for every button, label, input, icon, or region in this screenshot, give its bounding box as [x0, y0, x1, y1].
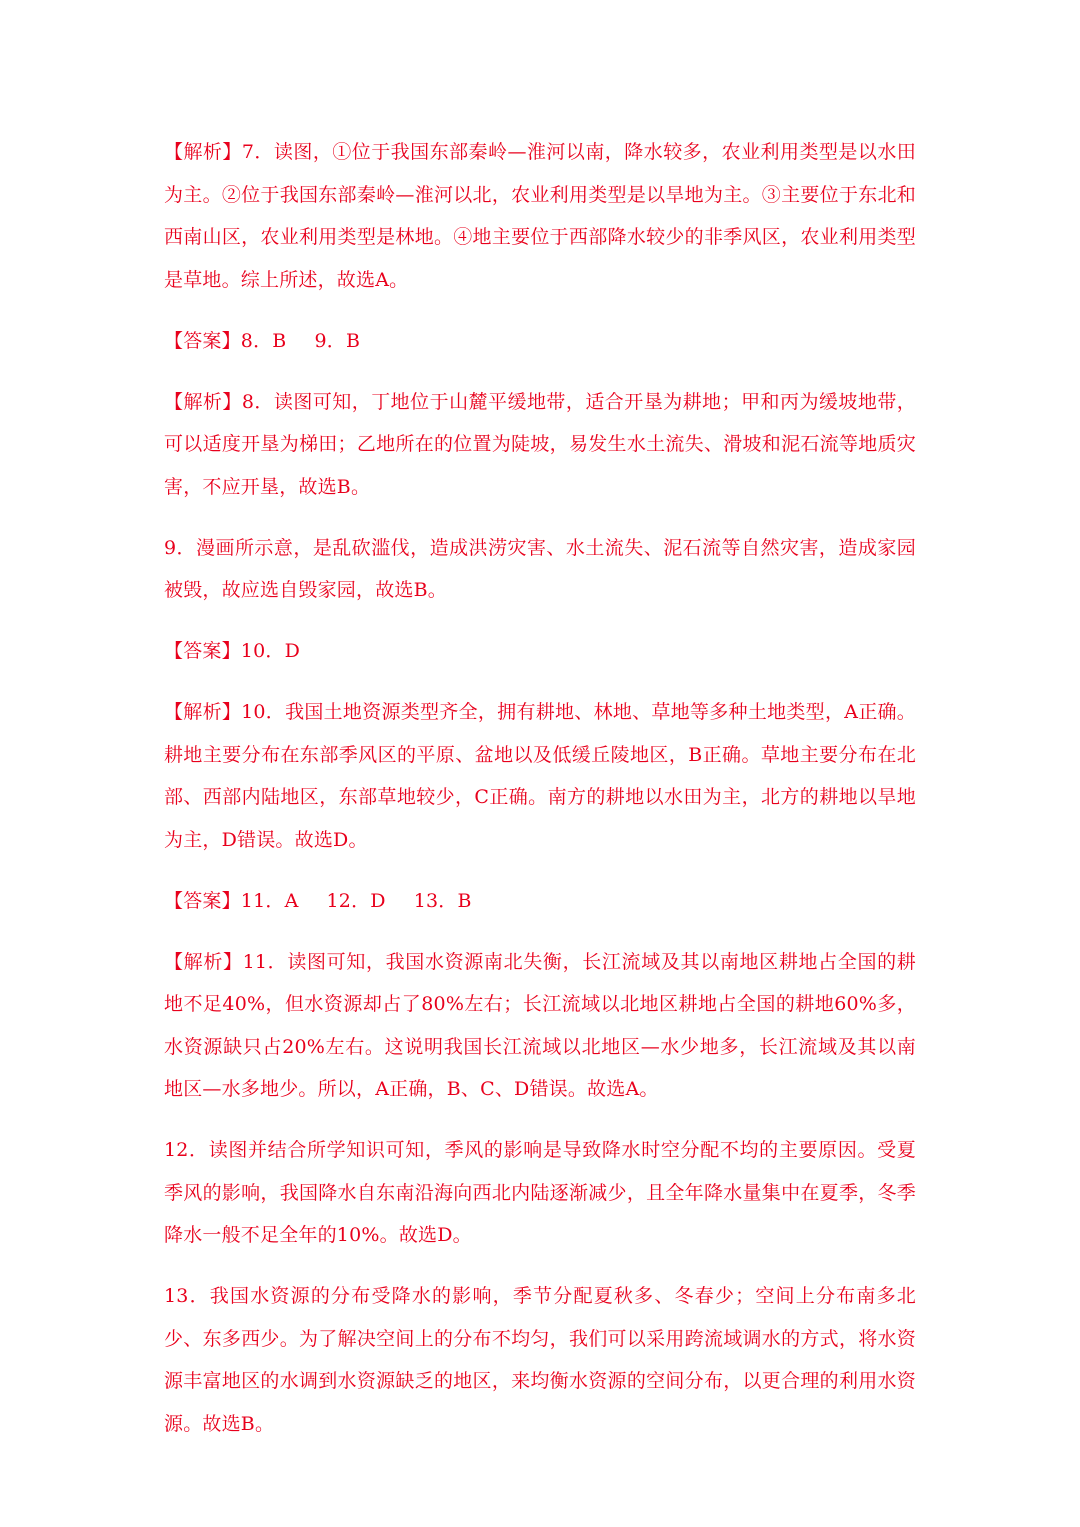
analysis-7: 【解析】7．读图，①位于我国东部秦岭—淮河以南，降水较多，农业利用类型是以水田为主。②位于我国东部秦岭—淮河以北，农业利用类型是以旱地为主。③主要位于东北和西南山区，农业利用类型是林地。④地主要位于西部降水较少的非季风区，农业利用类型是草地。综上所述，故选A。: [164, 141, 916, 291]
analysis-13: 13．我国水资源的分布受降水的影响，季节分配夏秋多、冬春少；空间上分布南多北少、东多西少。为了解决空间上的分布不均匀，我们可以采用跨流域调水的方式，将水资源丰富地区的水调到水资源缺乏的地区，来均衡水资源的空间分布，以更合理的利用水资源。故选B。: [164, 1285, 916, 1435]
analysis-9: 9．漫画所示意，是乱砍滥伐，造成洪涝灾害、水土流失、泥石流等自然灾害，造成家园被毁，故应选自毁家园，故选B。: [164, 536, 916, 601]
answer-8-9: [164, 320, 916, 363]
answer-12: 12．D: [326, 889, 386, 912]
document-page: [164, 131, 916, 1464]
analysis-11: 【解析】11．读图可知，我国水资源南北失衡，长江流域及其以南地区耕地占全国的耕地不足40%，但水资源却占了80%左右；长江流域以北地区耕地占全国的耕地60%多，水资源缺只占20%左右。这说明我国长江流域以北地区—水少地多，长江流域及其以南地区—水多地少。所以，A正确，B、C、D错误。故选A。: [164, 950, 916, 1100]
answer-11-13: [164, 880, 916, 923]
answer-9: 9．B: [314, 329, 361, 352]
answer-11: 【答案】11．A: [164, 889, 299, 912]
analysis-8: 【解析】8．读图可知，丁地位于山麓平缓地带，适合开垦为耕地；甲和丙为缓坡地带，可以适度开垦为梯田；乙地所在的位置为陡坡，易发生水土流失、滑坡和泥石流等地质灾害，不应开垦，故选B。: [164, 390, 916, 498]
answer-10: [164, 630, 916, 673]
analysis-12: 12．读图并结合所学知识可知，季风的影响是导致降水时空分配不均的主要原因。受夏季风的影响，我国降水自东南沿海向西北内陆逐渐减少，且全年降水量集中在夏季，冬季降水一般不足全年的10%。故选D。: [164, 1139, 916, 1246]
analysis-10: 【解析】10．我国土地资源类型齐全，拥有耕地、林地、草地等多种土地类型，A正确。耕地主要分布在东部季风区的平原、盆地以及低缓丘陵地区，B正确。草地主要分布在北部、西部内陆地区，东部草地较少，C正确。南方的耕地以水田为主，北方的耕地以旱地为主，D错误。故选D。: [164, 701, 916, 851]
answer-13: 13．B: [413, 889, 472, 912]
answer-8: 【答案】8．B: [164, 329, 287, 352]
answer-10-text: 【答案】10．D: [164, 640, 301, 662]
